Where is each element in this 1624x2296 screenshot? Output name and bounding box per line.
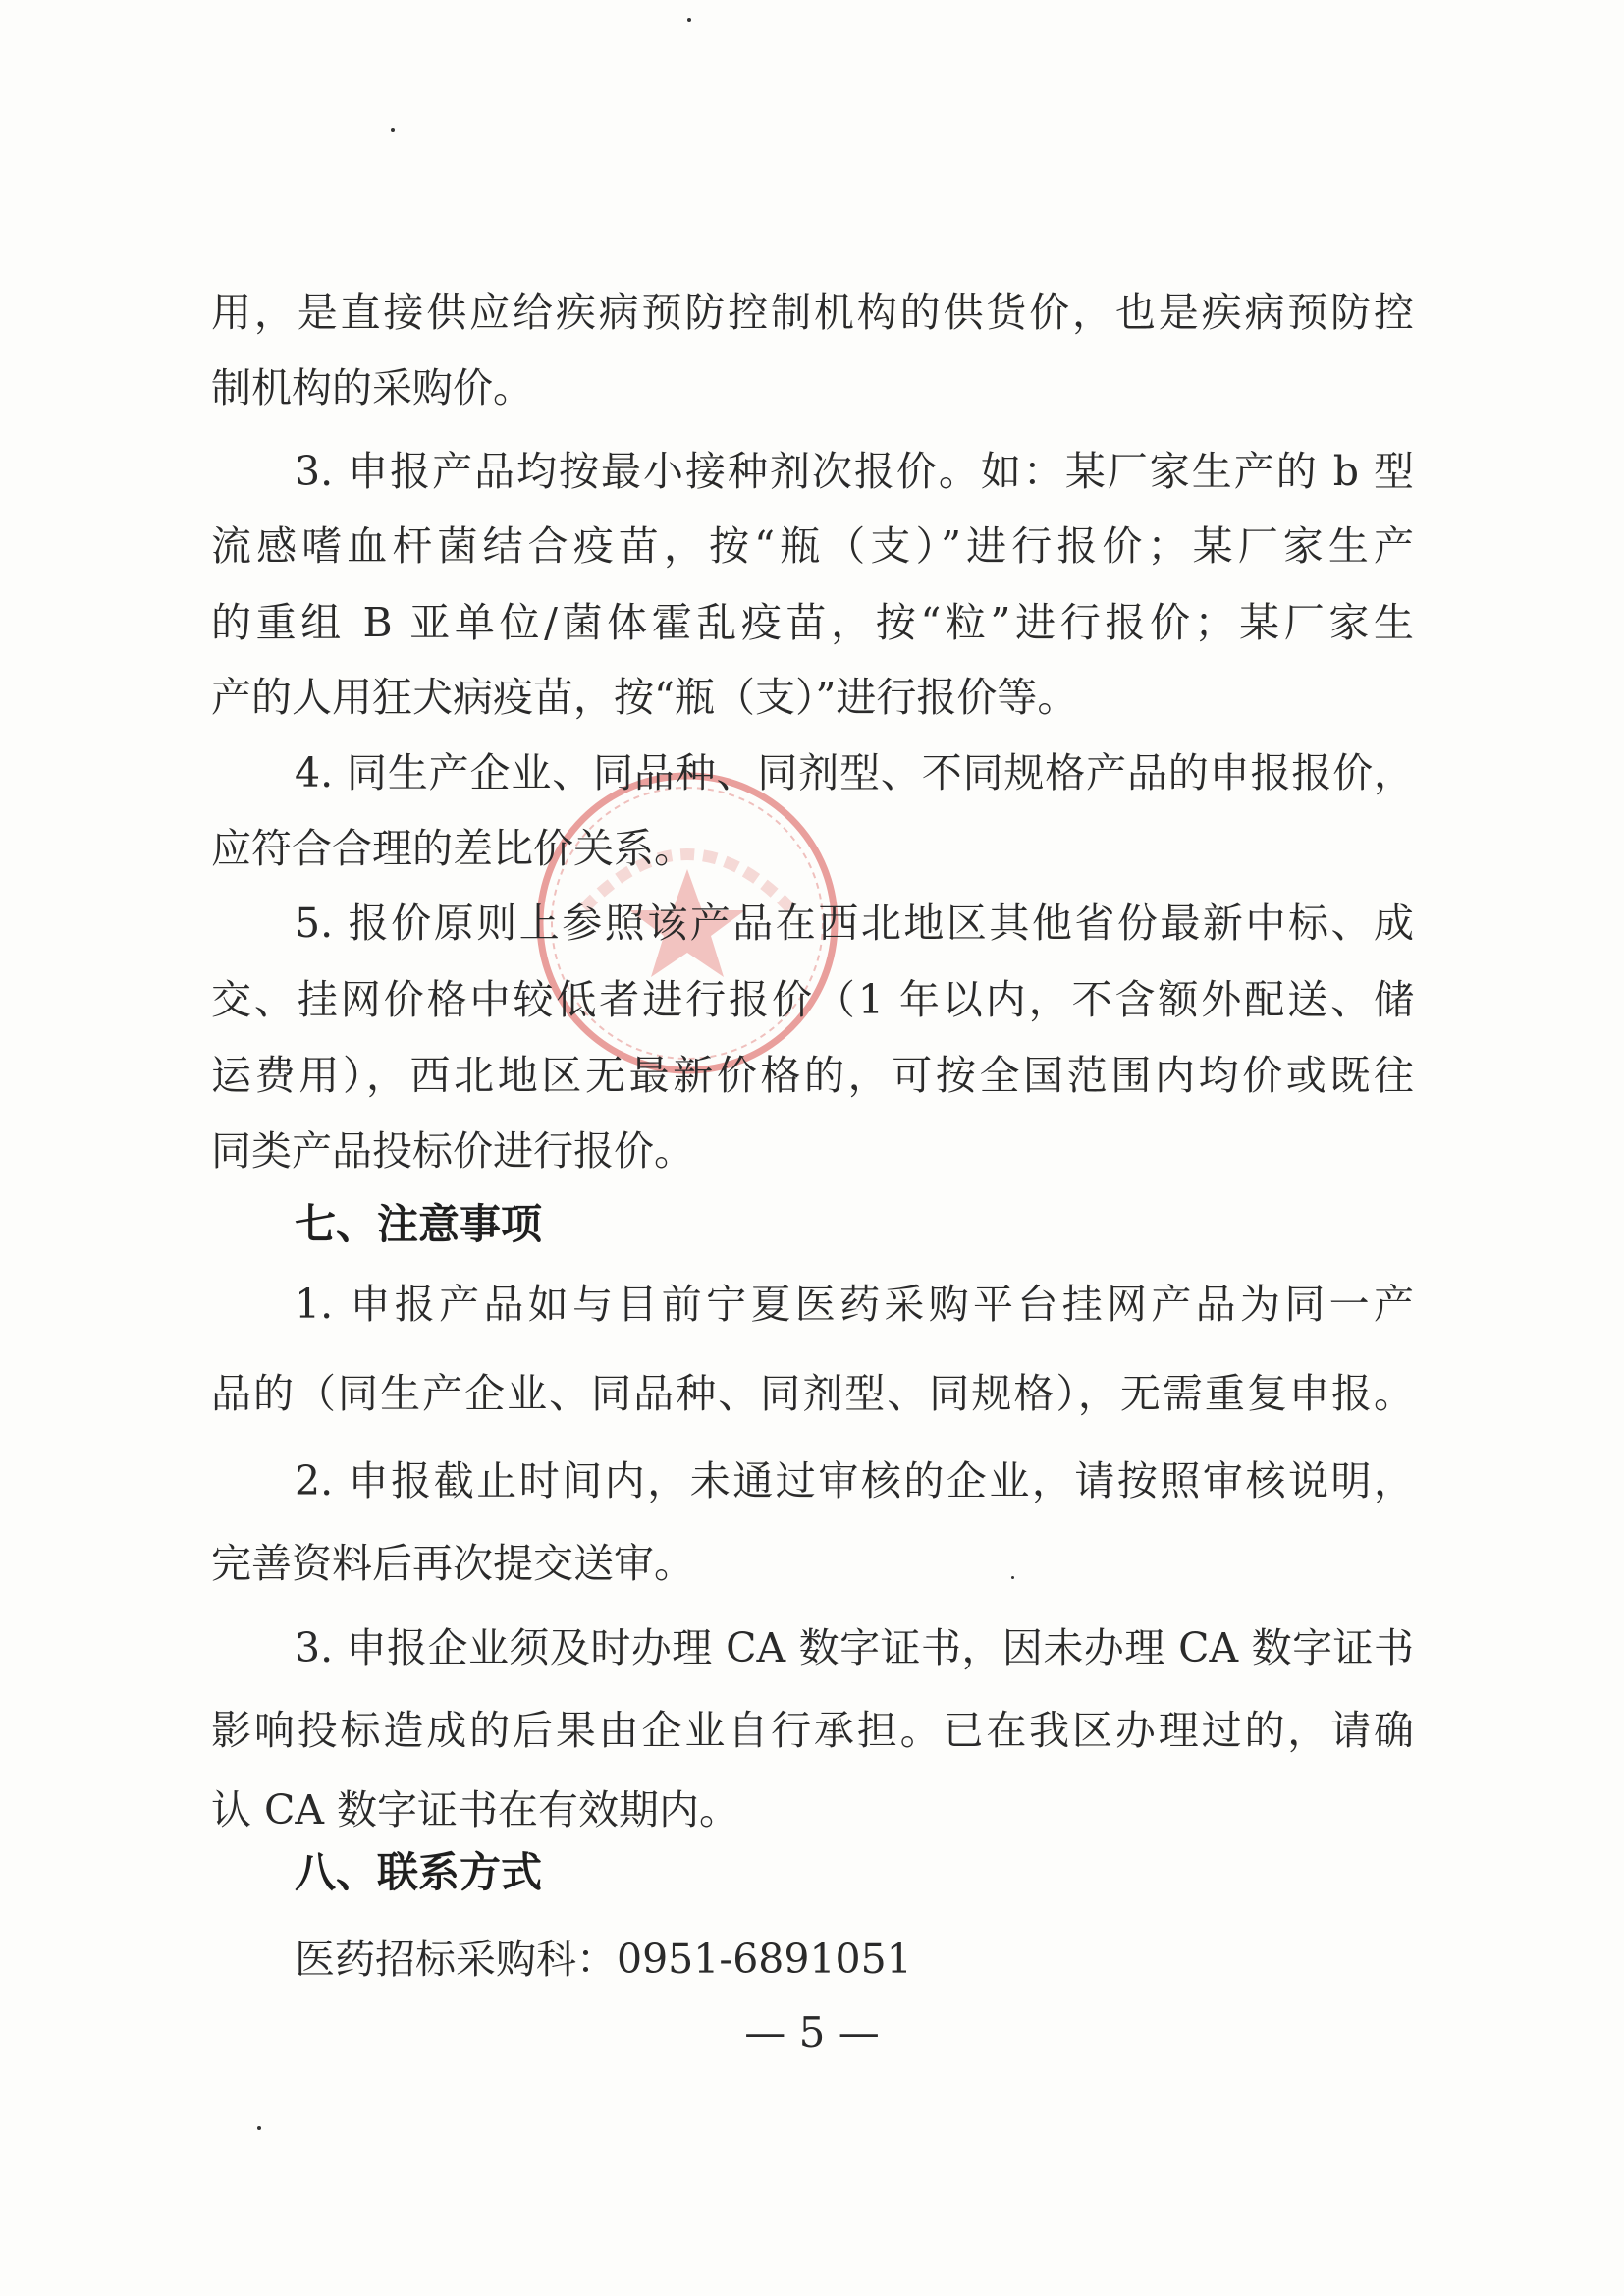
body-line: 4. 同生产企业、同品种、同剂型、不同规格产品的申报报价， (295, 749, 1414, 796)
body-line: 制机构的采购价。 (211, 364, 533, 411)
body-line: 流感嗜血杆菌结合疫苗，按“瓶（支）”进行报价；某厂家生产 (211, 522, 1414, 570)
page-number: — 5 — (744, 2008, 880, 2056)
body-line: 影响投标造成的后果由企业自行承担。已在我区办理过的，请确 (211, 1707, 1414, 1754)
body-line: 品的（同生产企业、同品种、同剂型、同规格），无需重复申报。 (211, 1370, 1414, 1417)
body-line: 用，是直接供应给疾病预防控制机构的供货价，也是疾病预防控 (211, 289, 1414, 336)
body-line: 的重组 B 亚单位/菌体霍乱疫苗，按“粒”进行报价；某厂家生 (211, 599, 1414, 646)
scan-speck (391, 128, 395, 132)
body-line: 3. 申报企业须及时办理 CA 数字证书，因未办理 CA 数字证书 (295, 1624, 1414, 1671)
body-line: 1. 申报产品如与目前宁夏医药采购平台挂网产品为同一产 (295, 1281, 1414, 1328)
body-line: 5. 报价原则上参照该产品在西北地区其他省份最新中标、成 (295, 900, 1414, 947)
scan-speck (687, 18, 691, 22)
section-heading: 七、注意事项 (295, 1200, 543, 1248)
scan-speck (257, 2126, 261, 2130)
body-line: 认 CA 数字证书在有效期内。 (211, 1786, 740, 1833)
body-line: 运费用），西北地区无最新价格的，可按全国范围内均价或既往 (211, 1052, 1414, 1099)
body-line: 完善资料后再次提交送审。 (211, 1540, 694, 1587)
body-line: 交、挂网价格中较低者进行报价（1 年以内，不含额外配送、储 (211, 976, 1414, 1023)
section-heading: 八、联系方式 (295, 1848, 543, 1896)
body-line: 应符合合理的差比价关系。 (211, 825, 694, 872)
contact-line: 医药招标采购科：0951-6891051 (295, 1936, 912, 1983)
body-line: 3. 申报产品均按最小接种剂次报价。如：某厂家生产的 b 型 (295, 448, 1414, 495)
body-line: 产的人用狂犬病疫苗，按“瓶（支）”进行报价等。 (211, 674, 1078, 721)
body-line: 同类产品投标价进行报价。 (211, 1127, 694, 1175)
body-line: 2. 申报截止时间内，未通过审核的企业，请按照审核说明， (295, 1457, 1414, 1504)
